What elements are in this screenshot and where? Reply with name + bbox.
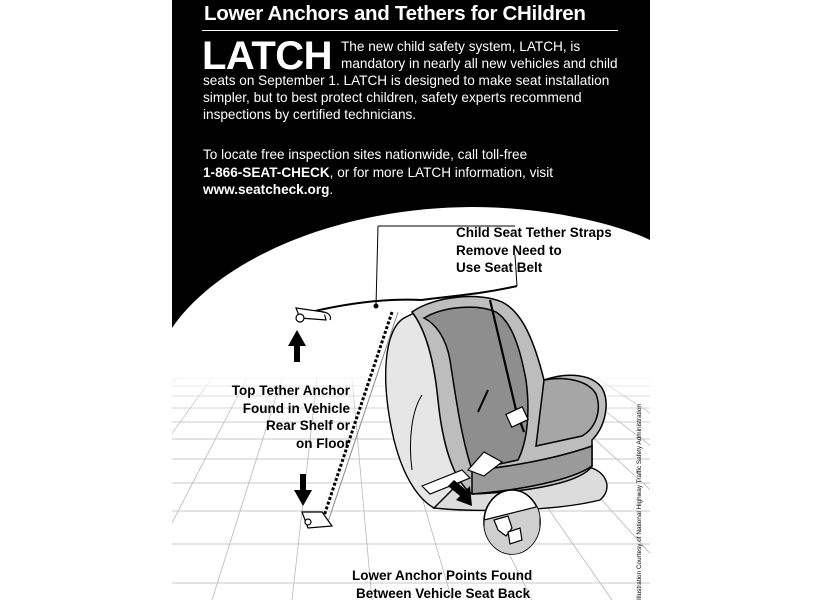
- lower-anchor-label: [352, 567, 532, 600]
- website-link: www.seatcheck.org: [203, 182, 330, 197]
- illustration-credit: Illustration Courtesy of National Highway Traffic Safety Administration: [636, 404, 643, 600]
- lower-anchor-line: Between Vehicle Seat Back: [356, 585, 531, 600]
- lower-anchor-line: Lower Anchor Points Found: [352, 568, 533, 583]
- top-tether-line: Top Tether Anchor: [231, 383, 350, 398]
- contact-end: .: [329, 182, 334, 197]
- tether-straps-line: Child Seat Tether Straps: [456, 225, 612, 240]
- poster-title: Lower Anchors and Tethers for CHildren: [204, 2, 586, 25]
- phone-number: 1-866-SEAT-CHECK: [203, 164, 330, 180]
- top-tether-line: on Floor: [296, 435, 350, 451]
- top-tether-line: Rear Shelf or: [265, 418, 350, 433]
- intro-paragraph: [203, 38, 623, 123]
- latch-heading: LATCH: [202, 34, 333, 78]
- title-divider: [202, 30, 618, 31]
- contact-paragraph: [203, 146, 623, 199]
- tether-straps-line: Remove Need to: [456, 242, 562, 258]
- tether-straps-label: [456, 224, 612, 277]
- intro-text: The new child safety system, LATCH, is mandatory in nearly all new vehicles and child seats on September 1. LATCH is designed to make seat installation simpler, but to best protect children, safety experts recommend inspections by certified technicians.: [203, 39, 618, 122]
- top-tether-line: Found in Vehicle: [242, 400, 350, 416]
- top-tether-anchor-label: [172, 382, 350, 452]
- contact-lead: To locate free inspection sites nationwide, call toll-free: [203, 147, 528, 162]
- latch-poster: [172, 0, 650, 600]
- contact-middle: , or for more LATCH information, visit: [329, 164, 554, 180]
- tether-straps-line: Use Seat Belt: [456, 260, 543, 275]
